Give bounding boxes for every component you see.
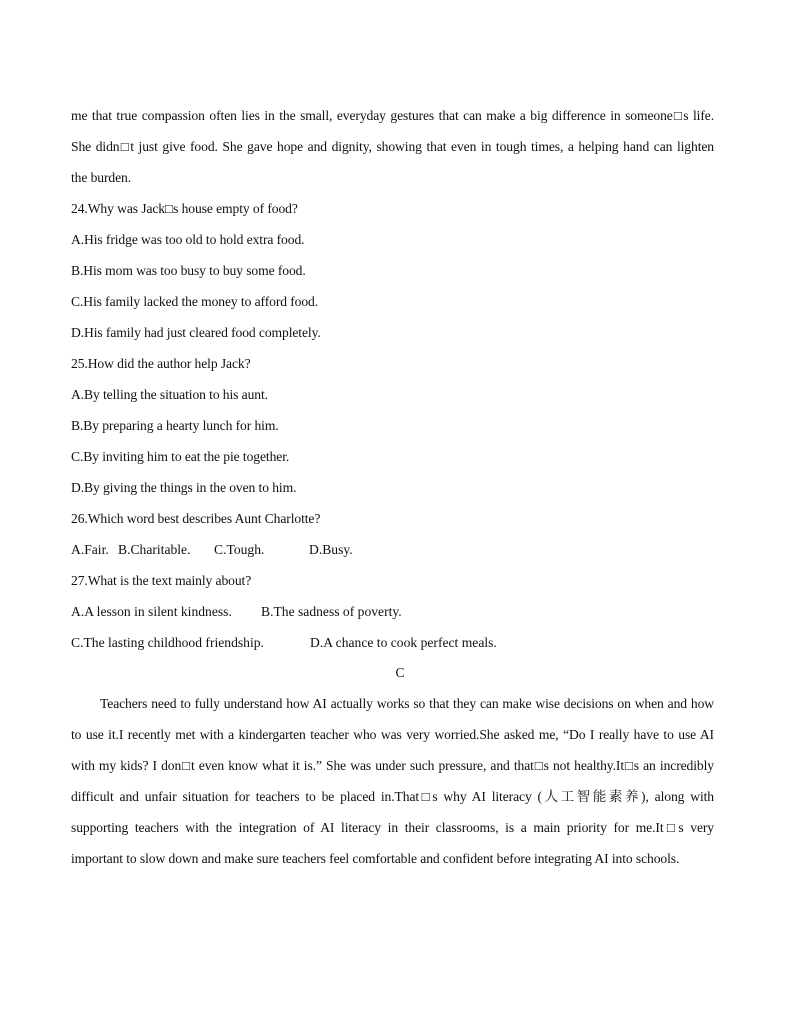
section-c-line-4: difficult and unfair situation for teachers to be placed in.That□s why AI literacy (人工智能素养), along with: [71, 789, 714, 804]
passage-b-line-2: She didn□t just give food. She gave hope and dignity, showing that even in tough times, a helping hand can lighten: [71, 139, 714, 154]
q25-option-d: D.By giving the things in the oven to him.: [71, 480, 297, 495]
q27-option-b: B.The sadness of poverty.: [261, 604, 402, 619]
passage-b-line-3: the burden.: [71, 170, 132, 185]
section-c-line-2: to use it.I recently met with a kindergarten teacher who was very worried.She asked me, “Do I really have to use AI: [71, 727, 714, 742]
section-c-line-3: with my kids? I don□t even know what it is.” She was under such pressure, and that□s not healthy.It□s an incredibly: [71, 758, 714, 773]
passage-b-line-1: me that true compassion often lies in the small, everyday gestures that can make a big difference in someone□s life.: [71, 108, 714, 123]
question-26: 26.Which word best describes Aunt Charlotte?: [71, 511, 321, 526]
section-c-line-1: Teachers need to fully understand how AI actually works so that they can make wise decisions on when and how: [100, 696, 714, 711]
q26-option-a: A.Fair.: [71, 542, 109, 557]
question-27: 27.What is the text mainly about?: [71, 573, 252, 588]
q25-option-b: B.By preparing a hearty lunch for him.: [71, 418, 279, 433]
section-c-line-5: supporting teachers with the integration of AI literacy in their classrooms, is a main priority for me.It□s very: [71, 820, 714, 835]
q26-option-d: D.Busy.: [309, 542, 353, 557]
question-24: 24.Why was Jack□s house empty of food?: [71, 201, 298, 216]
q26-option-b: B.Charitable.: [118, 542, 191, 557]
q24-option-b: B.His mom was too busy to buy some food.: [71, 263, 306, 278]
q27-option-a: A.A lesson in silent kindness.: [71, 604, 232, 619]
q24-option-d: D.His family had just cleared food completely.: [71, 325, 321, 340]
q25-option-a: A.By telling the situation to his aunt.: [71, 387, 268, 402]
section-c-heading: C: [395, 665, 405, 680]
q24-option-c: C.His family lacked the money to afford food.: [71, 294, 319, 309]
q26-option-c: C.Tough.: [214, 542, 265, 557]
question-25: 25.How did the author help Jack?: [71, 356, 251, 371]
q25-option-c: C.By inviting him to eat the pie together.: [71, 449, 290, 464]
q24-option-a: A.His fridge was too old to hold extra food.: [71, 232, 305, 247]
section-c-line-6: important to slow down and make sure teachers feel comfortable and confident before integrating AI into schools.: [71, 851, 680, 866]
q27-option-c: C.The lasting childhood friendship.: [71, 635, 264, 650]
q27-option-d: D.A chance to cook perfect meals.: [310, 635, 497, 650]
